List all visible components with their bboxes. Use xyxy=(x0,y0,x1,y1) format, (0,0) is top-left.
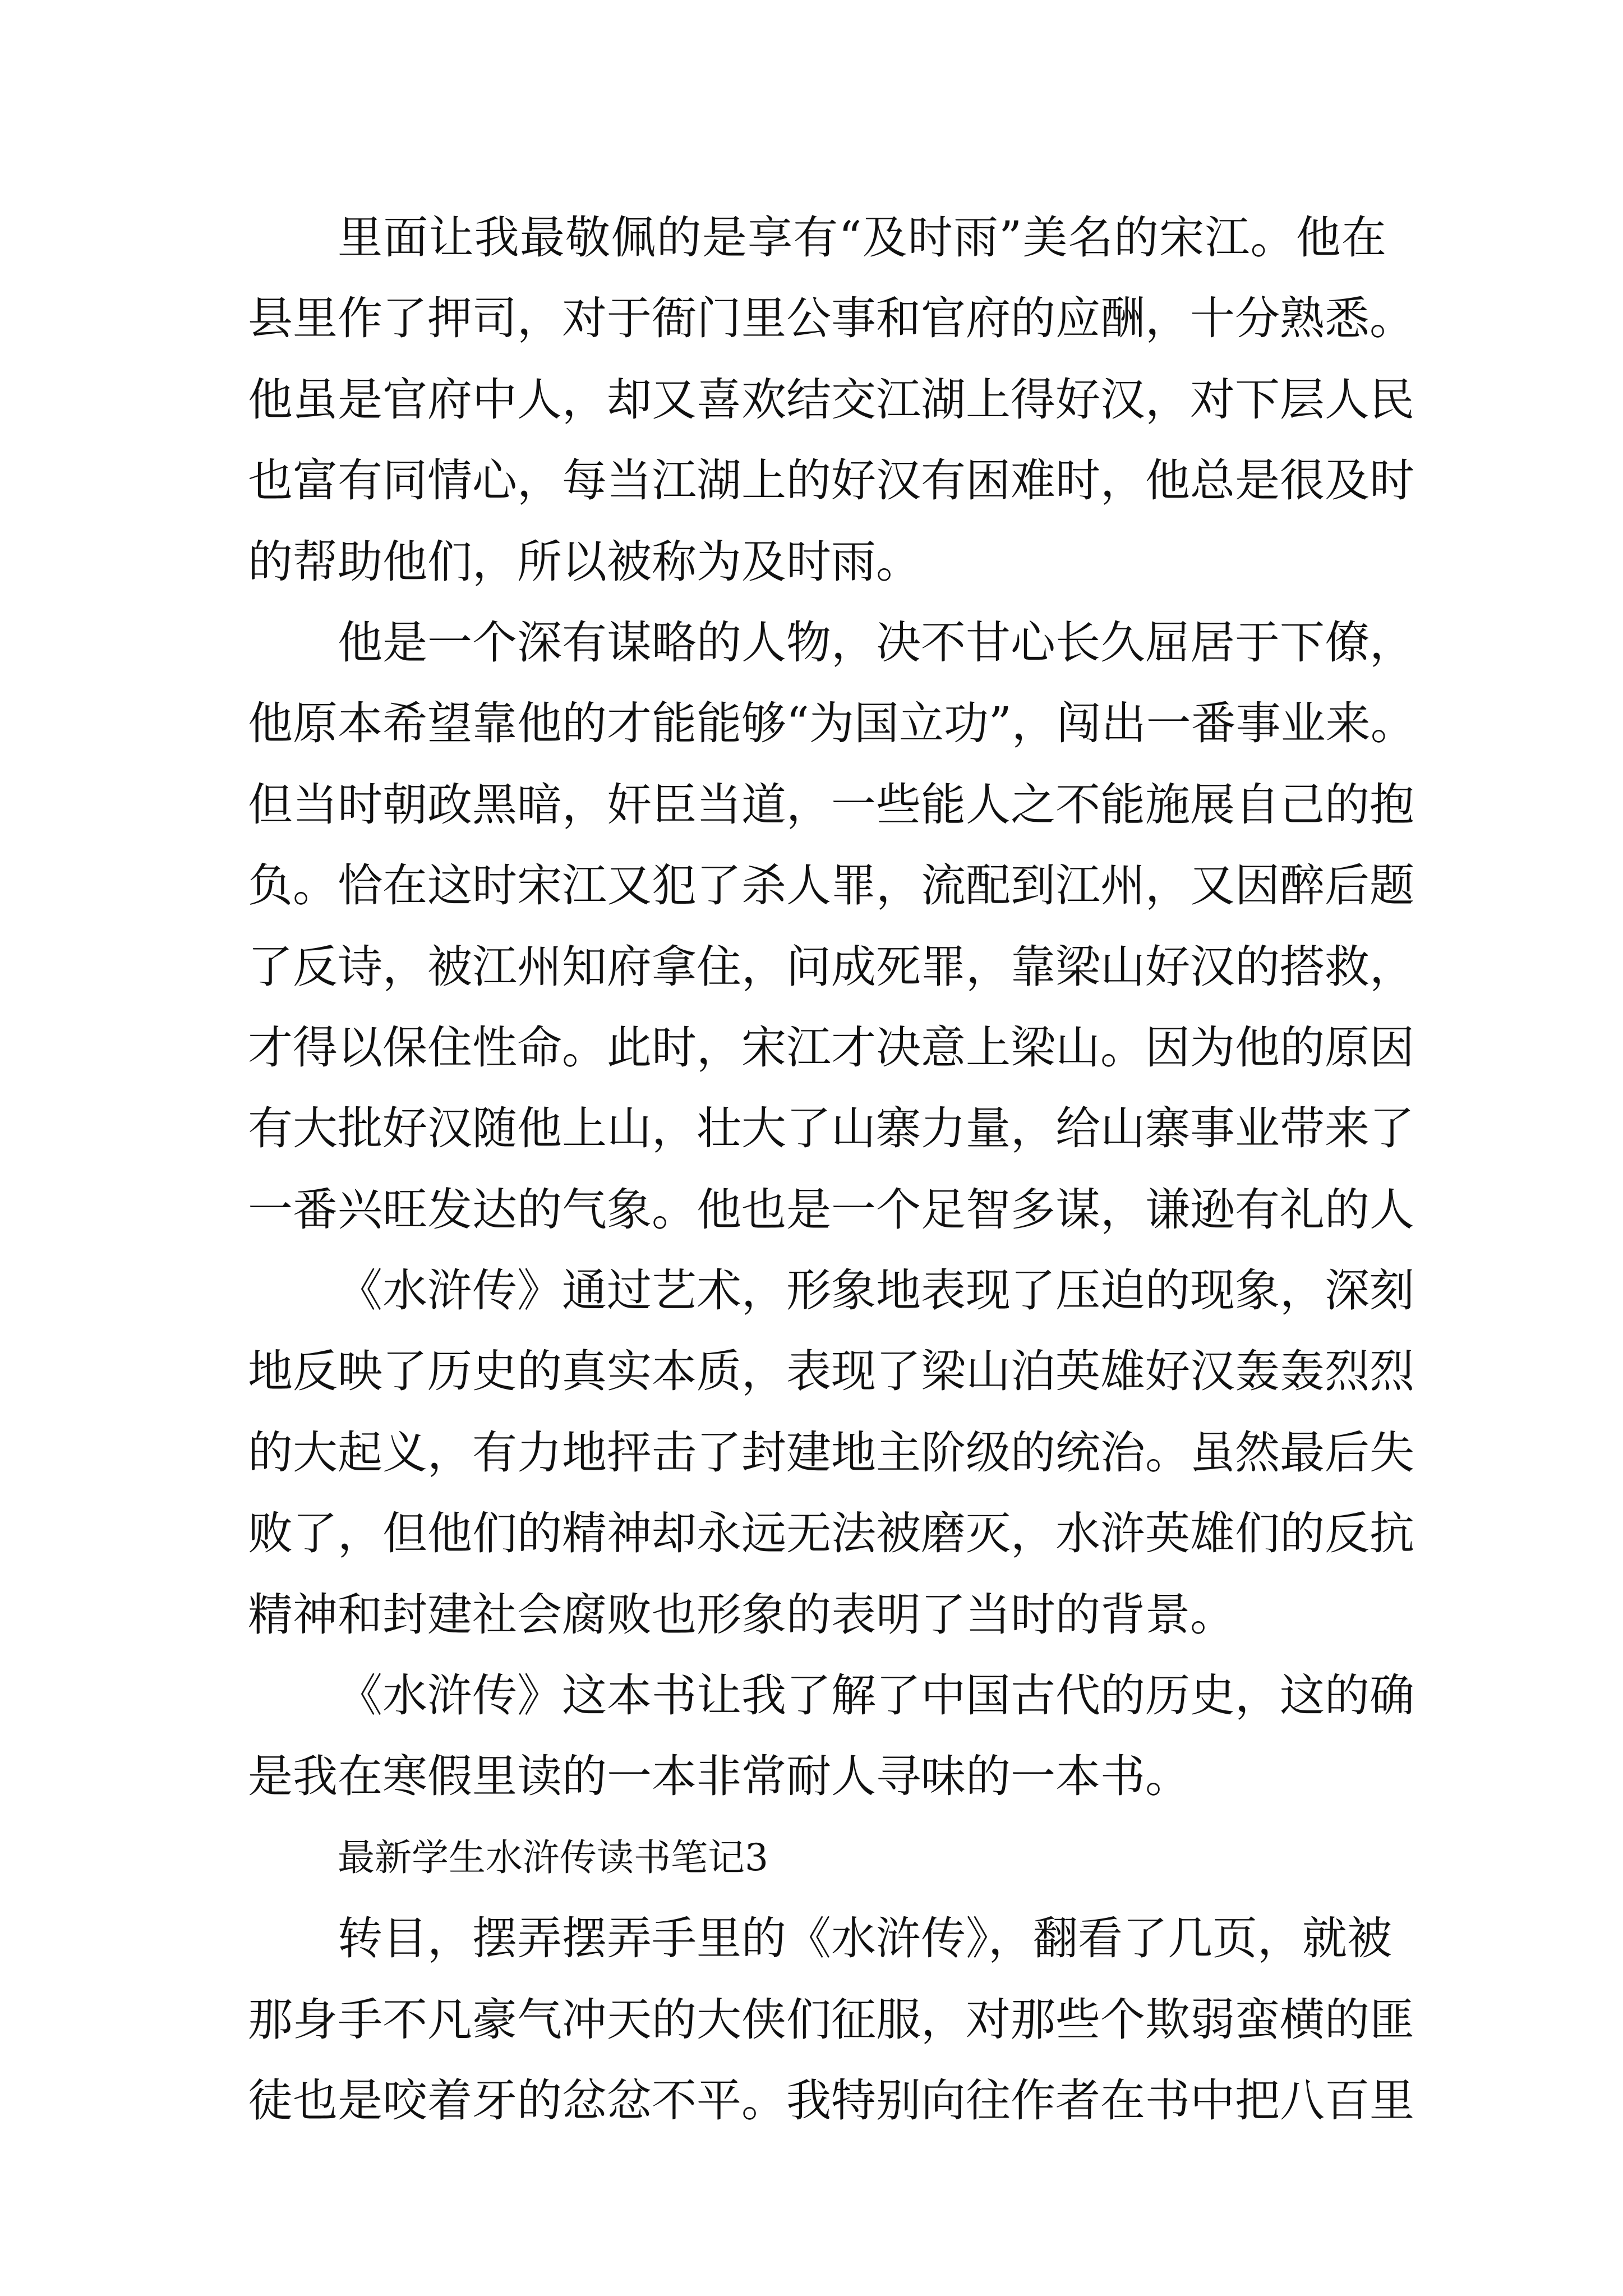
text-line: 的帮助他们，所以被称为及时雨。 xyxy=(248,535,921,588)
text-line: 那身手不凡豪气冲天的大侠们征服，对那些个欺弱蛮横的匪 xyxy=(248,1993,1414,2046)
text-line: 了反诗，被江州知府拿住，问成死罪，靠梁山好汉的搭救， xyxy=(248,940,1414,993)
text-line: 但当时朝政黑暗，奸臣当道，一些能人之不能施展自己的抱 xyxy=(248,778,1414,831)
text-line: 他是一个深有谋略的人物，决不甘心长久屈居于下僚， xyxy=(338,616,1414,669)
text-line: 里面让我最敬佩的是享有“及时雨”美名的宋江。他在 xyxy=(338,211,1386,264)
text-line: 一番兴旺发达的气象。他也是一个足智多谋，谦逊有礼的人 xyxy=(248,1183,1414,1236)
document-body xyxy=(248,197,1415,2141)
text-line: 他虽是官府中人，却又喜欢结交江湖上得好汉，对下层人民 xyxy=(248,373,1414,426)
text-line: 《水浒传》通过艺术，形象地表现了压迫的现象，深刻 xyxy=(338,1264,1414,1317)
text-line: 败了，但他们的精神却永远无法被磨灭，水浒英雄们的反抗 xyxy=(248,1507,1414,1560)
text-line: 他原本希望靠他的才能能够“为国立功”，闯出一番事业来。 xyxy=(248,697,1415,750)
text-line: 也富有同情心，每当江湖上的好汉有困难时，他总是很及时 xyxy=(248,454,1414,507)
text-line: 徒也是咬着牙的忿忿不平。我特别向往作者在书中把八百里 xyxy=(248,2074,1414,2127)
section-heading: 最新学生水浒传读书笔记3 xyxy=(338,1835,768,1879)
text-line: 的大起义，有力地抨击了封建地主阶级的统治。虽然最后失 xyxy=(248,1426,1414,1479)
text-line: 负。恰在这时宋江又犯了杀人罪，流配到江州，又因醉后题 xyxy=(248,859,1414,912)
text-line: 《水浒传》这本书让我了解了中国古代的历史，这的确 xyxy=(338,1669,1414,1722)
text-line: 精神和封建社会腐败也形象的表明了当时的背景。 xyxy=(248,1588,1235,1641)
text-line: 有大批好汉随他上山，壮大了山寨力量，给山寨事业带来了 xyxy=(248,1102,1414,1155)
text-line: 转目，摆弄摆弄手里的《水浒传》，翻看了几页，就被 xyxy=(338,1912,1392,1965)
text-line: 是我在寒假里读的一本非常耐人寻味的一本书。 xyxy=(248,1750,1190,1803)
text-line: 县里作了押司，对于衙门里公事和官府的应酬，十分熟悉。 xyxy=(248,292,1414,345)
text-line: 地反映了历史的真实本质，表现了梁山泊英雄好汉轰轰烈烈 xyxy=(248,1345,1414,1398)
text-line: 才得以保住性命。此时，宋江才决意上梁山。因为他的原因 xyxy=(248,1021,1414,1074)
